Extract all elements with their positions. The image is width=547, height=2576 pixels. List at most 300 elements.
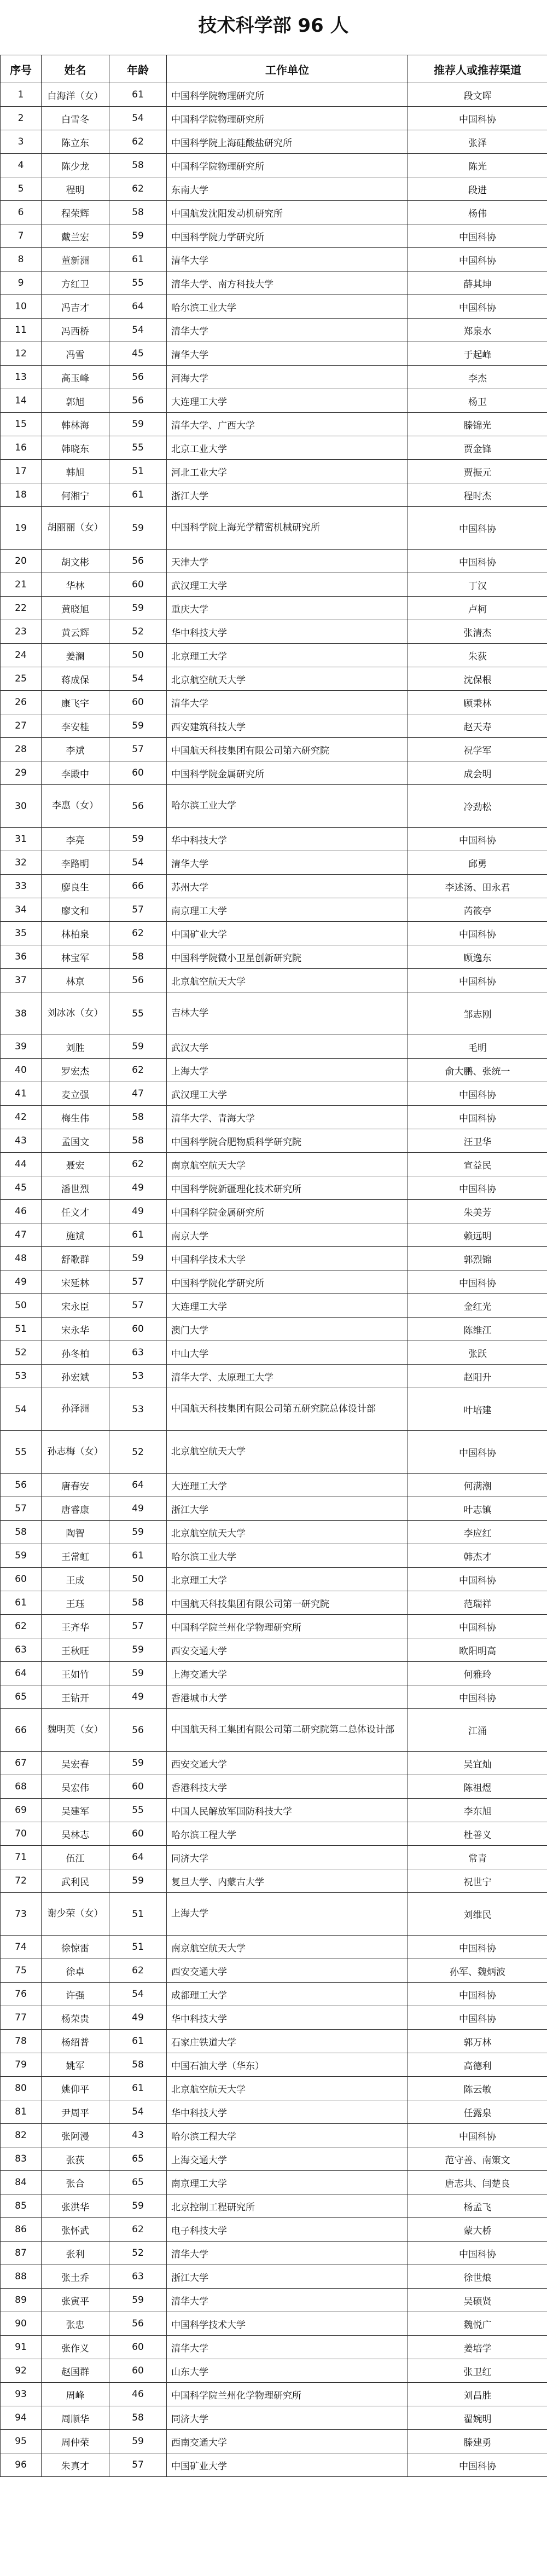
row-index: 25 — [1, 667, 42, 691]
member-recommender: 于起峰 — [408, 342, 547, 366]
member-recommender: 中国科协 — [408, 1176, 547, 1200]
member-name: 白雪冬 — [42, 107, 109, 130]
member-recommender: 徐世烺 — [408, 2265, 547, 2289]
row-index: 75 — [1, 1959, 42, 1983]
member-affiliation: 中国航天科工集团有限公司第二研究院第二总体设计部 — [167, 1709, 408, 1752]
member-recommender: 中国科协 — [408, 922, 547, 945]
row-index: 13 — [1, 366, 42, 389]
table-row — [1, 851, 547, 875]
member-age: 57 — [109, 1294, 167, 1318]
member-recommender: 中国科协 — [408, 550, 547, 573]
member-recommender: 邱勇 — [408, 851, 547, 875]
member-recommender: 陈维江 — [408, 1318, 547, 1341]
table-row — [1, 483, 547, 507]
member-name: 张忠 — [42, 2312, 109, 2336]
table-row — [1, 620, 547, 644]
table-row — [1, 785, 547, 828]
member-affiliation: 上海交通大学 — [167, 1662, 408, 1685]
member-name: 孙宏斌 — [42, 1365, 109, 1388]
member-affiliation: 哈尔滨工程大学 — [167, 2124, 408, 2147]
member-affiliation: 同济大学 — [167, 2406, 408, 2430]
member-name: 张怀武 — [42, 2218, 109, 2242]
member-affiliation: 中国科学院上海硅酸盐研究所 — [167, 130, 408, 154]
member-age: 56 — [109, 389, 167, 413]
member-affiliation: 中国航天科技集团有限公司第一研究院 — [167, 1591, 408, 1615]
member-recommender: 唐志共、闫楚良 — [408, 2171, 547, 2194]
member-affiliation: 北京理工大学 — [167, 644, 408, 667]
member-age: 51 — [109, 1936, 167, 1959]
member-affiliation: 清华大学 — [167, 691, 408, 714]
member-recommender: 中国科协 — [408, 1615, 547, 1638]
member-age: 61 — [109, 1223, 167, 1247]
member-name: 李殿中 — [42, 761, 109, 785]
table-row — [1, 2430, 547, 2453]
row-index: 26 — [1, 691, 42, 714]
table-row — [1, 1893, 547, 1936]
member-recommender: 中国科协 — [408, 2006, 547, 2030]
table-row — [1, 2289, 547, 2312]
member-name: 林柏泉 — [42, 922, 109, 945]
member-recommender: 滕建勇 — [408, 2430, 547, 2453]
member-affiliation: 武汉理工大学 — [167, 573, 408, 597]
table-row — [1, 1662, 547, 1685]
member-affiliation: 香港科技大学 — [167, 1775, 408, 1799]
member-recommender: 程时杰 — [408, 483, 547, 507]
member-name: 尹周平 — [42, 2100, 109, 2124]
table-row — [1, 550, 547, 573]
member-name: 胡丽丽（女） — [42, 507, 109, 550]
row-index: 15 — [1, 413, 42, 436]
member-name: 吴建军 — [42, 1799, 109, 1822]
row-index: 82 — [1, 2124, 42, 2147]
row-index: 4 — [1, 154, 42, 177]
member-affiliation: 中国科学院物理研究所 — [167, 154, 408, 177]
row-index: 43 — [1, 1129, 42, 1153]
table-row — [1, 922, 547, 945]
member-age: 59 — [109, 2194, 167, 2218]
member-affiliation: 中国石油大学（华东） — [167, 2053, 408, 2077]
member-affiliation: 北京工业大学 — [167, 436, 408, 460]
member-recommender: 中国科协 — [408, 248, 547, 272]
member-age: 53 — [109, 1365, 167, 1388]
table-row — [1, 1365, 547, 1388]
row-index: 68 — [1, 1775, 42, 1799]
member-recommender: 常青 — [408, 1846, 547, 1869]
table-row — [1, 828, 547, 851]
member-affiliation: 南京大学 — [167, 1223, 408, 1247]
member-name: 蒋成保 — [42, 667, 109, 691]
member-name: 赵国群 — [42, 2359, 109, 2383]
member-recommender: 何满潮 — [408, 1474, 547, 1497]
member-age: 55 — [109, 1799, 167, 1822]
member-recommender: 贾金锋 — [408, 436, 547, 460]
member-age: 58 — [109, 1129, 167, 1153]
member-age: 61 — [109, 2077, 167, 2100]
table-row — [1, 295, 547, 319]
row-index: 62 — [1, 1615, 42, 1638]
row-index: 48 — [1, 1247, 42, 1270]
member-age: 50 — [109, 644, 167, 667]
table-row — [1, 667, 547, 691]
row-index: 67 — [1, 1752, 42, 1775]
member-age: 51 — [109, 1893, 167, 1936]
row-index: 94 — [1, 2406, 42, 2430]
member-name: 舒歌群 — [42, 1247, 109, 1270]
row-index: 50 — [1, 1294, 42, 1318]
row-index: 47 — [1, 1223, 42, 1247]
member-affiliation: 中国人民解放军国防科技大学 — [167, 1799, 408, 1822]
member-name: 陈立东 — [42, 130, 109, 154]
member-name: 董新洲 — [42, 248, 109, 272]
member-affiliation: 石家庄铁道大学 — [167, 2030, 408, 2053]
table-row — [1, 1775, 547, 1799]
member-age: 58 — [109, 2406, 167, 2430]
member-name: 高玉峰 — [42, 366, 109, 389]
member-recommender: 杨卫 — [408, 389, 547, 413]
member-recommender: 俞大鹏、张统一 — [408, 1059, 547, 1082]
row-index: 76 — [1, 1983, 42, 2006]
member-affiliation: 上海大学 — [167, 1893, 408, 1936]
member-age: 49 — [109, 1200, 167, 1223]
member-age: 55 — [109, 992, 167, 1035]
table-row — [1, 83, 547, 107]
members-table — [0, 55, 547, 2477]
member-age: 64 — [109, 295, 167, 319]
table-row — [1, 1200, 547, 1223]
member-name: 徐卓 — [42, 1959, 109, 1983]
row-index: 35 — [1, 922, 42, 945]
member-recommender: 赵天寿 — [408, 714, 547, 738]
member-age: 54 — [109, 851, 167, 875]
member-age: 49 — [109, 1176, 167, 1200]
member-age: 58 — [109, 1591, 167, 1615]
row-index: 27 — [1, 714, 42, 738]
member-recommender: 范守善、南策文 — [408, 2147, 547, 2171]
member-age: 59 — [109, 413, 167, 436]
table-row — [1, 2218, 547, 2242]
member-recommender: 中国科协 — [408, 1106, 547, 1129]
member-age: 63 — [109, 2265, 167, 2289]
member-name: 杨荣贵 — [42, 2006, 109, 2030]
table-row — [1, 1638, 547, 1662]
table-row — [1, 1106, 547, 1129]
table-row — [1, 1709, 547, 1752]
row-index: 57 — [1, 1497, 42, 1521]
table-row — [1, 2406, 547, 2430]
member-recommender: 中国科协 — [408, 224, 547, 248]
member-age: 45 — [109, 342, 167, 366]
member-affiliation: 西安交通大学 — [167, 1638, 408, 1662]
table-row — [1, 1431, 547, 1474]
member-age: 59 — [109, 597, 167, 620]
member-name: 施斌 — [42, 1223, 109, 1247]
member-recommender: 孙军、魏炳波 — [408, 1959, 547, 1983]
member-name: 宋永臣 — [42, 1294, 109, 1318]
member-recommender: 中国科协 — [408, 969, 547, 992]
member-age: 61 — [109, 248, 167, 272]
member-age: 56 — [109, 785, 167, 828]
table-row — [1, 1822, 547, 1846]
row-index: 80 — [1, 2077, 42, 2100]
table-row — [1, 2359, 547, 2383]
member-age: 57 — [109, 1615, 167, 1638]
member-recommender: 滕锦光 — [408, 413, 547, 436]
member-affiliation: 西安建筑科技大学 — [167, 714, 408, 738]
table-row — [1, 1685, 547, 1709]
member-age: 47 — [109, 1082, 167, 1106]
member-affiliation: 北京航空航天大学 — [167, 2077, 408, 2100]
row-index: 61 — [1, 1591, 42, 1615]
member-affiliation: 哈尔滨工业大学 — [167, 785, 408, 828]
table-header-row — [1, 55, 547, 83]
member-name: 张合 — [42, 2171, 109, 2194]
row-index: 51 — [1, 1318, 42, 1341]
row-index: 17 — [1, 460, 42, 483]
member-name: 周峰 — [42, 2383, 109, 2406]
member-recommender: 宣益民 — [408, 1153, 547, 1176]
member-name: 郭旭 — [42, 389, 109, 413]
member-recommender: 张泽 — [408, 130, 547, 154]
table-row — [1, 366, 547, 389]
member-age: 56 — [109, 969, 167, 992]
row-index: 65 — [1, 1685, 42, 1709]
member-affiliation: 电子科技大学 — [167, 2218, 408, 2242]
table-row — [1, 389, 547, 413]
member-recommender: 中国科协 — [408, 1082, 547, 1106]
member-name: 孟国文 — [42, 1129, 109, 1153]
member-age: 56 — [109, 366, 167, 389]
member-affiliation: 中国科学院物理研究所 — [167, 107, 408, 130]
member-name: 冯西桥 — [42, 319, 109, 342]
table-row — [1, 738, 547, 761]
member-name: 王珏 — [42, 1591, 109, 1615]
member-name: 黄云辉 — [42, 620, 109, 644]
member-affiliation: 中国航天科技集团有限公司第六研究院 — [167, 738, 408, 761]
member-recommender: 郭万林 — [408, 2030, 547, 2053]
member-name: 戴兰宏 — [42, 224, 109, 248]
row-index: 10 — [1, 295, 42, 319]
row-index: 78 — [1, 2030, 42, 2053]
member-affiliation: 同济大学 — [167, 1846, 408, 1869]
member-age: 52 — [109, 2242, 167, 2265]
member-recommender: 中国科协 — [408, 1936, 547, 1959]
member-affiliation: 清华大学、太原理工大学 — [167, 1365, 408, 1388]
member-age: 65 — [109, 2147, 167, 2171]
member-recommender: 芮筱亭 — [408, 898, 547, 922]
member-age: 59 — [109, 714, 167, 738]
member-name: 方红卫 — [42, 272, 109, 295]
table-row — [1, 2242, 547, 2265]
member-age: 58 — [109, 201, 167, 224]
member-name: 宋永华 — [42, 1318, 109, 1341]
member-affiliation: 清华大学 — [167, 319, 408, 342]
row-index: 36 — [1, 945, 42, 969]
member-age: 62 — [109, 1059, 167, 1082]
member-name: 王秋旺 — [42, 1638, 109, 1662]
member-name: 廖文和 — [42, 898, 109, 922]
row-index: 58 — [1, 1521, 42, 1544]
member-age: 55 — [109, 272, 167, 295]
member-recommender: 中国科协 — [408, 2453, 547, 2477]
table-row — [1, 1591, 547, 1615]
table-row — [1, 248, 547, 272]
row-index: 87 — [1, 2242, 42, 2265]
row-index: 54 — [1, 1388, 42, 1431]
table-row — [1, 154, 547, 177]
member-recommender: 顾逸东 — [408, 945, 547, 969]
member-age: 59 — [109, 1752, 167, 1775]
member-affiliation: 清华大学 — [167, 2289, 408, 2312]
member-name: 姜澜 — [42, 644, 109, 667]
member-recommender: 韩杰才 — [408, 1544, 547, 1568]
row-index: 28 — [1, 738, 42, 761]
member-age: 46 — [109, 2383, 167, 2406]
member-name: 林宝军 — [42, 945, 109, 969]
member-recommender: 卢柯 — [408, 597, 547, 620]
member-affiliation: 重庆大学 — [167, 597, 408, 620]
row-index: 11 — [1, 319, 42, 342]
member-affiliation: 大连理工大学 — [167, 1294, 408, 1318]
member-affiliation: 北京理工大学 — [167, 1568, 408, 1591]
row-index: 38 — [1, 992, 42, 1035]
table-row — [1, 2453, 547, 2477]
member-recommender: 高德利 — [408, 2053, 547, 2077]
member-age: 62 — [109, 1153, 167, 1176]
member-affiliation: 清华大学 — [167, 342, 408, 366]
member-recommender: 祝世宁 — [408, 1869, 547, 1893]
member-age: 59 — [109, 828, 167, 851]
member-affiliation: 哈尔滨工业大学 — [167, 295, 408, 319]
member-affiliation: 中国科学院合肥物质科学研究院 — [167, 1129, 408, 1153]
member-affiliation: 吉林大学 — [167, 992, 408, 1035]
member-affiliation: 苏州大学 — [167, 875, 408, 898]
row-index: 79 — [1, 2053, 42, 2077]
row-index: 12 — [1, 342, 42, 366]
member-affiliation: 中国科学院物理研究所 — [167, 83, 408, 107]
member-name: 张荻 — [42, 2147, 109, 2171]
member-affiliation: 西安交通大学 — [167, 1959, 408, 1983]
member-affiliation: 武汉大学 — [167, 1035, 408, 1059]
member-recommender: 邹志刚 — [408, 992, 547, 1035]
member-name: 杨绍普 — [42, 2030, 109, 2053]
member-affiliation: 中国科学院兰州化学物理研究所 — [167, 1615, 408, 1638]
member-name: 吴宏伟 — [42, 1775, 109, 1799]
member-age: 56 — [109, 2312, 167, 2336]
member-name: 孙冬柏 — [42, 1341, 109, 1365]
member-recommender: 吴硕贤 — [408, 2289, 547, 2312]
member-name: 武利民 — [42, 1869, 109, 1893]
member-affiliation: 中国航发沈阳发动机研究所 — [167, 201, 408, 224]
member-name: 魏明英（女） — [42, 1709, 109, 1752]
member-recommender: 中国科协 — [408, 1685, 547, 1709]
row-index: 2 — [1, 107, 42, 130]
member-recommender: 姜培学 — [408, 2336, 547, 2359]
member-age: 49 — [109, 1497, 167, 1521]
table-row — [1, 761, 547, 785]
member-affiliation: 大连理工大学 — [167, 1474, 408, 1497]
member-name: 张作义 — [42, 2336, 109, 2359]
member-age: 54 — [109, 319, 167, 342]
member-age: 58 — [109, 154, 167, 177]
member-name: 梅生伟 — [42, 1106, 109, 1129]
table-row — [1, 1388, 547, 1431]
row-index: 44 — [1, 1153, 42, 1176]
member-recommender: 欧阳明高 — [408, 1638, 547, 1662]
table-row — [1, 1568, 547, 1591]
member-recommender: 李述汤、田永君 — [408, 875, 547, 898]
member-recommender: 陈光 — [408, 154, 547, 177]
member-age: 59 — [109, 1521, 167, 1544]
member-recommender: 中国科协 — [408, 295, 547, 319]
member-age: 58 — [109, 1106, 167, 1129]
table-row — [1, 201, 547, 224]
table-row — [1, 2147, 547, 2171]
member-affiliation: 北京航空航天大学 — [167, 1431, 408, 1474]
member-affiliation: 清华大学 — [167, 2242, 408, 2265]
member-recommender: 张清杰 — [408, 620, 547, 644]
member-age: 59 — [109, 1869, 167, 1893]
member-age: 54 — [109, 1983, 167, 2006]
member-name: 李路明 — [42, 851, 109, 875]
member-affiliation: 中国科学技术大学 — [167, 1247, 408, 1270]
member-affiliation: 南京航空航天大学 — [167, 1153, 408, 1176]
table-row — [1, 1176, 547, 1200]
row-index: 73 — [1, 1893, 42, 1936]
row-index: 16 — [1, 436, 42, 460]
member-affiliation: 哈尔滨工业大学 — [167, 1544, 408, 1568]
table-row — [1, 460, 547, 483]
row-index: 5 — [1, 177, 42, 201]
table-row — [1, 2030, 547, 2053]
row-index: 93 — [1, 2383, 42, 2406]
table-row — [1, 1869, 547, 1893]
row-index: 39 — [1, 1035, 42, 1059]
member-recommender: 范瑞祥 — [408, 1591, 547, 1615]
member-affiliation: 浙江大学 — [167, 483, 408, 507]
row-index: 33 — [1, 875, 42, 898]
member-age: 59 — [109, 507, 167, 550]
member-affiliation: 浙江大学 — [167, 1497, 408, 1521]
member-name: 冯雪 — [42, 342, 109, 366]
member-age: 43 — [109, 2124, 167, 2147]
member-affiliation: 中国科学院微小卫星创新研究院 — [167, 945, 408, 969]
member-name: 任文才 — [42, 1200, 109, 1223]
member-recommender: 中国科协 — [408, 1983, 547, 2006]
table-row — [1, 1341, 547, 1365]
member-affiliation: 北京航空航天大学 — [167, 969, 408, 992]
row-index: 66 — [1, 1709, 42, 1752]
row-index: 91 — [1, 2336, 42, 2359]
table-row — [1, 319, 547, 342]
member-recommender: 叶志镇 — [408, 1497, 547, 1521]
member-recommender: 杜善义 — [408, 1822, 547, 1846]
member-name: 麦立强 — [42, 1082, 109, 1106]
row-index: 40 — [1, 1059, 42, 1082]
member-affiliation: 香港城市大学 — [167, 1685, 408, 1709]
member-name: 华林 — [42, 573, 109, 597]
table-row — [1, 1153, 547, 1176]
row-index: 3 — [1, 130, 42, 154]
member-name: 唐睿康 — [42, 1497, 109, 1521]
member-name: 姚军 — [42, 2053, 109, 2077]
member-name: 张寅平 — [42, 2289, 109, 2312]
member-name: 罗宏杰 — [42, 1059, 109, 1082]
member-affiliation: 中国科学院金属研究所 — [167, 761, 408, 785]
member-name: 聂宏 — [42, 1153, 109, 1176]
member-recommender: 中国科协 — [408, 2124, 547, 2147]
member-name: 陈少龙 — [42, 154, 109, 177]
row-index: 6 — [1, 201, 42, 224]
